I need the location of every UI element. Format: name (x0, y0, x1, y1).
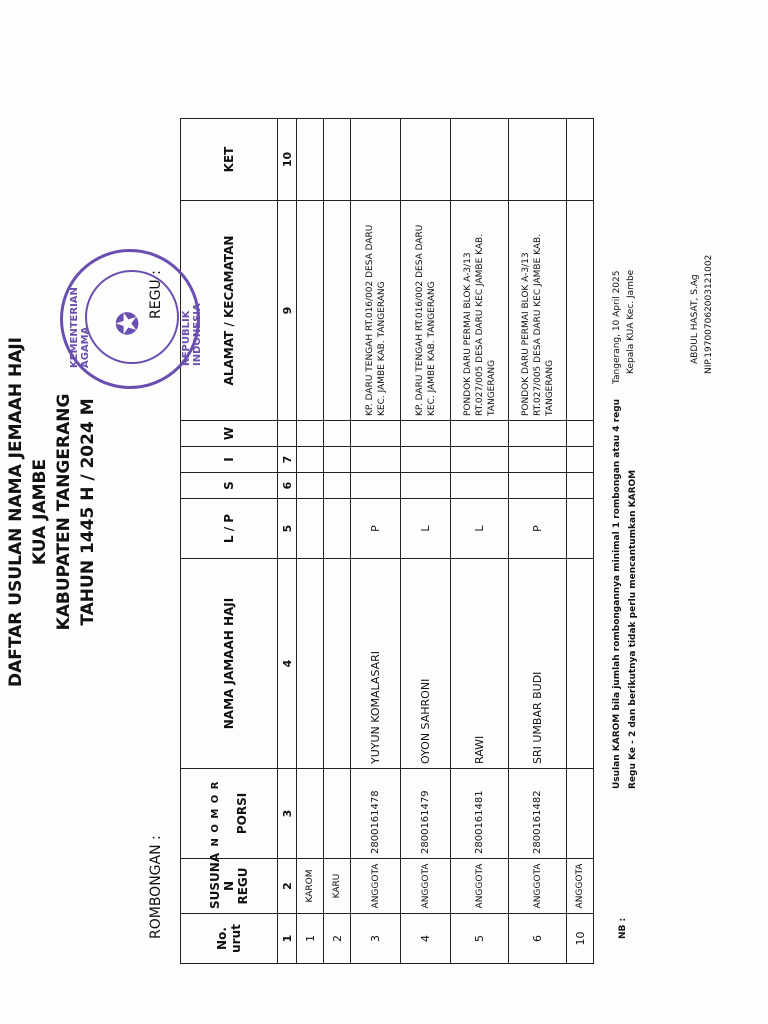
index-cell: 4 (278, 559, 297, 769)
header-i: I (181, 447, 278, 473)
cell-no: 1 (297, 914, 324, 964)
cell-porsi: 2800161479 (401, 769, 451, 859)
cell-susunan: ANGGOTA (401, 859, 451, 914)
index-cell: 6 (278, 473, 297, 499)
cell-no: 2 (324, 914, 351, 964)
cell-porsi (324, 769, 351, 859)
cell-lp: L (451, 499, 509, 559)
table-header-row (181, 119, 278, 964)
cell-susunan: ANGGOTA (509, 859, 567, 914)
cell-nama: RAWI (451, 559, 509, 769)
signature-nip: NIP.197007062003121002 (704, 254, 714, 374)
cell-no: 5 (451, 914, 509, 964)
doc-title-line3: KABUPATEN TANGERANG (54, 393, 74, 631)
header-lp: L / P (181, 499, 278, 559)
index-cell (278, 421, 297, 447)
cell-susunan: KARU (324, 859, 351, 914)
cell-alamat: KP. DARU TENGAH RT.016/002 DESA DARU KEC. JAMBE KAB. TANGERANG (351, 201, 401, 421)
cell-susunan: ANGGOTA (451, 859, 509, 914)
cell-porsi: 2800161481 (451, 769, 509, 859)
jemaah-table (180, 118, 594, 964)
cell-no: 3 (351, 914, 401, 964)
signature-position: Kepala KUA Kec. Jambe (626, 269, 636, 374)
table-row (567, 119, 594, 964)
table-row (509, 119, 567, 964)
cell-susunan: ANGGOTA (567, 859, 594, 914)
index-cell: 1 (278, 914, 297, 964)
cell-porsi: 2800161482 (509, 769, 567, 859)
table-row (401, 119, 451, 964)
emblem-icon: ✪ (111, 310, 146, 336)
doc-title-line1: DAFTAR USULAN NAMA JEMAAH HAJI (6, 336, 26, 688)
index-cell: 5 (278, 499, 297, 559)
index-cell: 7 (278, 447, 297, 473)
cell-alamat: PONDOK DARU PERMAI BLOK A-3/13 RT.027/005 DESA DARU KEC JAMBE KAB. TANGERANG (509, 201, 567, 421)
header-susunan: SUSUNA N REGU (181, 859, 278, 914)
header-w: W (181, 421, 278, 447)
cell-no: 6 (509, 914, 567, 964)
cell-nama (297, 559, 324, 769)
cell-alamat (297, 201, 324, 421)
cell-susunan: ANGGOTA (351, 859, 401, 914)
header-nomor-porsi (181, 769, 278, 859)
cell-lp (297, 499, 324, 559)
index-row (278, 119, 297, 964)
header-alamat: ALAMAT / KECAMATAN (181, 201, 278, 421)
cell-nama: OYON SAHRONI (401, 559, 451, 769)
stamp-ring-top: KEMENTERIAN AGAMA (69, 287, 91, 368)
stamp-ring-bottom: REPUBLIK INDONESIA (181, 303, 203, 366)
regu-label: REGU : (148, 270, 164, 319)
cell-no: 4 (401, 914, 451, 964)
cell-porsi (297, 769, 324, 859)
cell-alamat (567, 201, 594, 421)
cell-nama (324, 559, 351, 769)
cell-porsi (567, 769, 594, 859)
official-stamp (60, 249, 203, 389)
header-no: No. urut (181, 914, 278, 964)
cell-lp (567, 499, 594, 559)
cell-alamat: KP. DARU TENGAH RT.016/002 DESA DARU KEC. JAMBE KAB. TANGERANG (401, 201, 451, 421)
notes-line1: Usulan KAROM bila jumlah rombongannya minimal 1 rombongan atau 4 regu (612, 398, 622, 789)
cell-lp: L (401, 499, 451, 559)
index-cell: 10 (278, 119, 297, 201)
cell-lp (324, 499, 351, 559)
cell-no: 10 (567, 914, 594, 964)
cell-lp: P (509, 499, 567, 559)
index-cell: 2 (278, 859, 297, 914)
cell-alamat (324, 201, 351, 421)
rombongan-label: ROMBONGAN : (148, 835, 164, 939)
signature-place-date: Tangerang, 10 April 2025 (612, 270, 622, 384)
header-nomor: N O M O R (209, 780, 221, 847)
table-row (451, 119, 509, 964)
index-cell: 3 (278, 769, 297, 859)
cell-nama (567, 559, 594, 769)
table-row (297, 119, 324, 964)
header-ket: KET (181, 119, 278, 201)
doc-title-line2: KUA JAMBE (30, 458, 50, 566)
table-row (324, 119, 351, 964)
header-nama: NAMA JAMAAH HAJI (181, 559, 278, 769)
signature-name: ABDUL HASAT, S.Ag (690, 274, 700, 364)
cell-susunan: KAROM (297, 859, 324, 914)
cell-porsi: 2800161478 (351, 769, 401, 859)
table-row (351, 119, 401, 964)
cell-nama: SRI UMBAR BUDI (509, 559, 567, 769)
doc-title-line4: TAHUN 1445 H / 2024 M (78, 398, 98, 626)
header-porsi: PORSI (234, 792, 249, 835)
cell-nama: YUYUN KOMALASARI (351, 559, 401, 769)
header-s: S (181, 473, 278, 499)
cell-alamat: PONDOK DARU PERMAI BLOK A-3/13 RT.027/005 DESA DARU KEC JAMBE KAB. TANGERANG (451, 201, 509, 421)
cell-lp: P (351, 499, 401, 559)
notes-line2: Regu Ke - 2 dan berikutnya tidak perlu mencantumkan KAROM (628, 469, 638, 789)
index-cell: 9 (278, 201, 297, 421)
notes-label: NB : (618, 917, 628, 939)
